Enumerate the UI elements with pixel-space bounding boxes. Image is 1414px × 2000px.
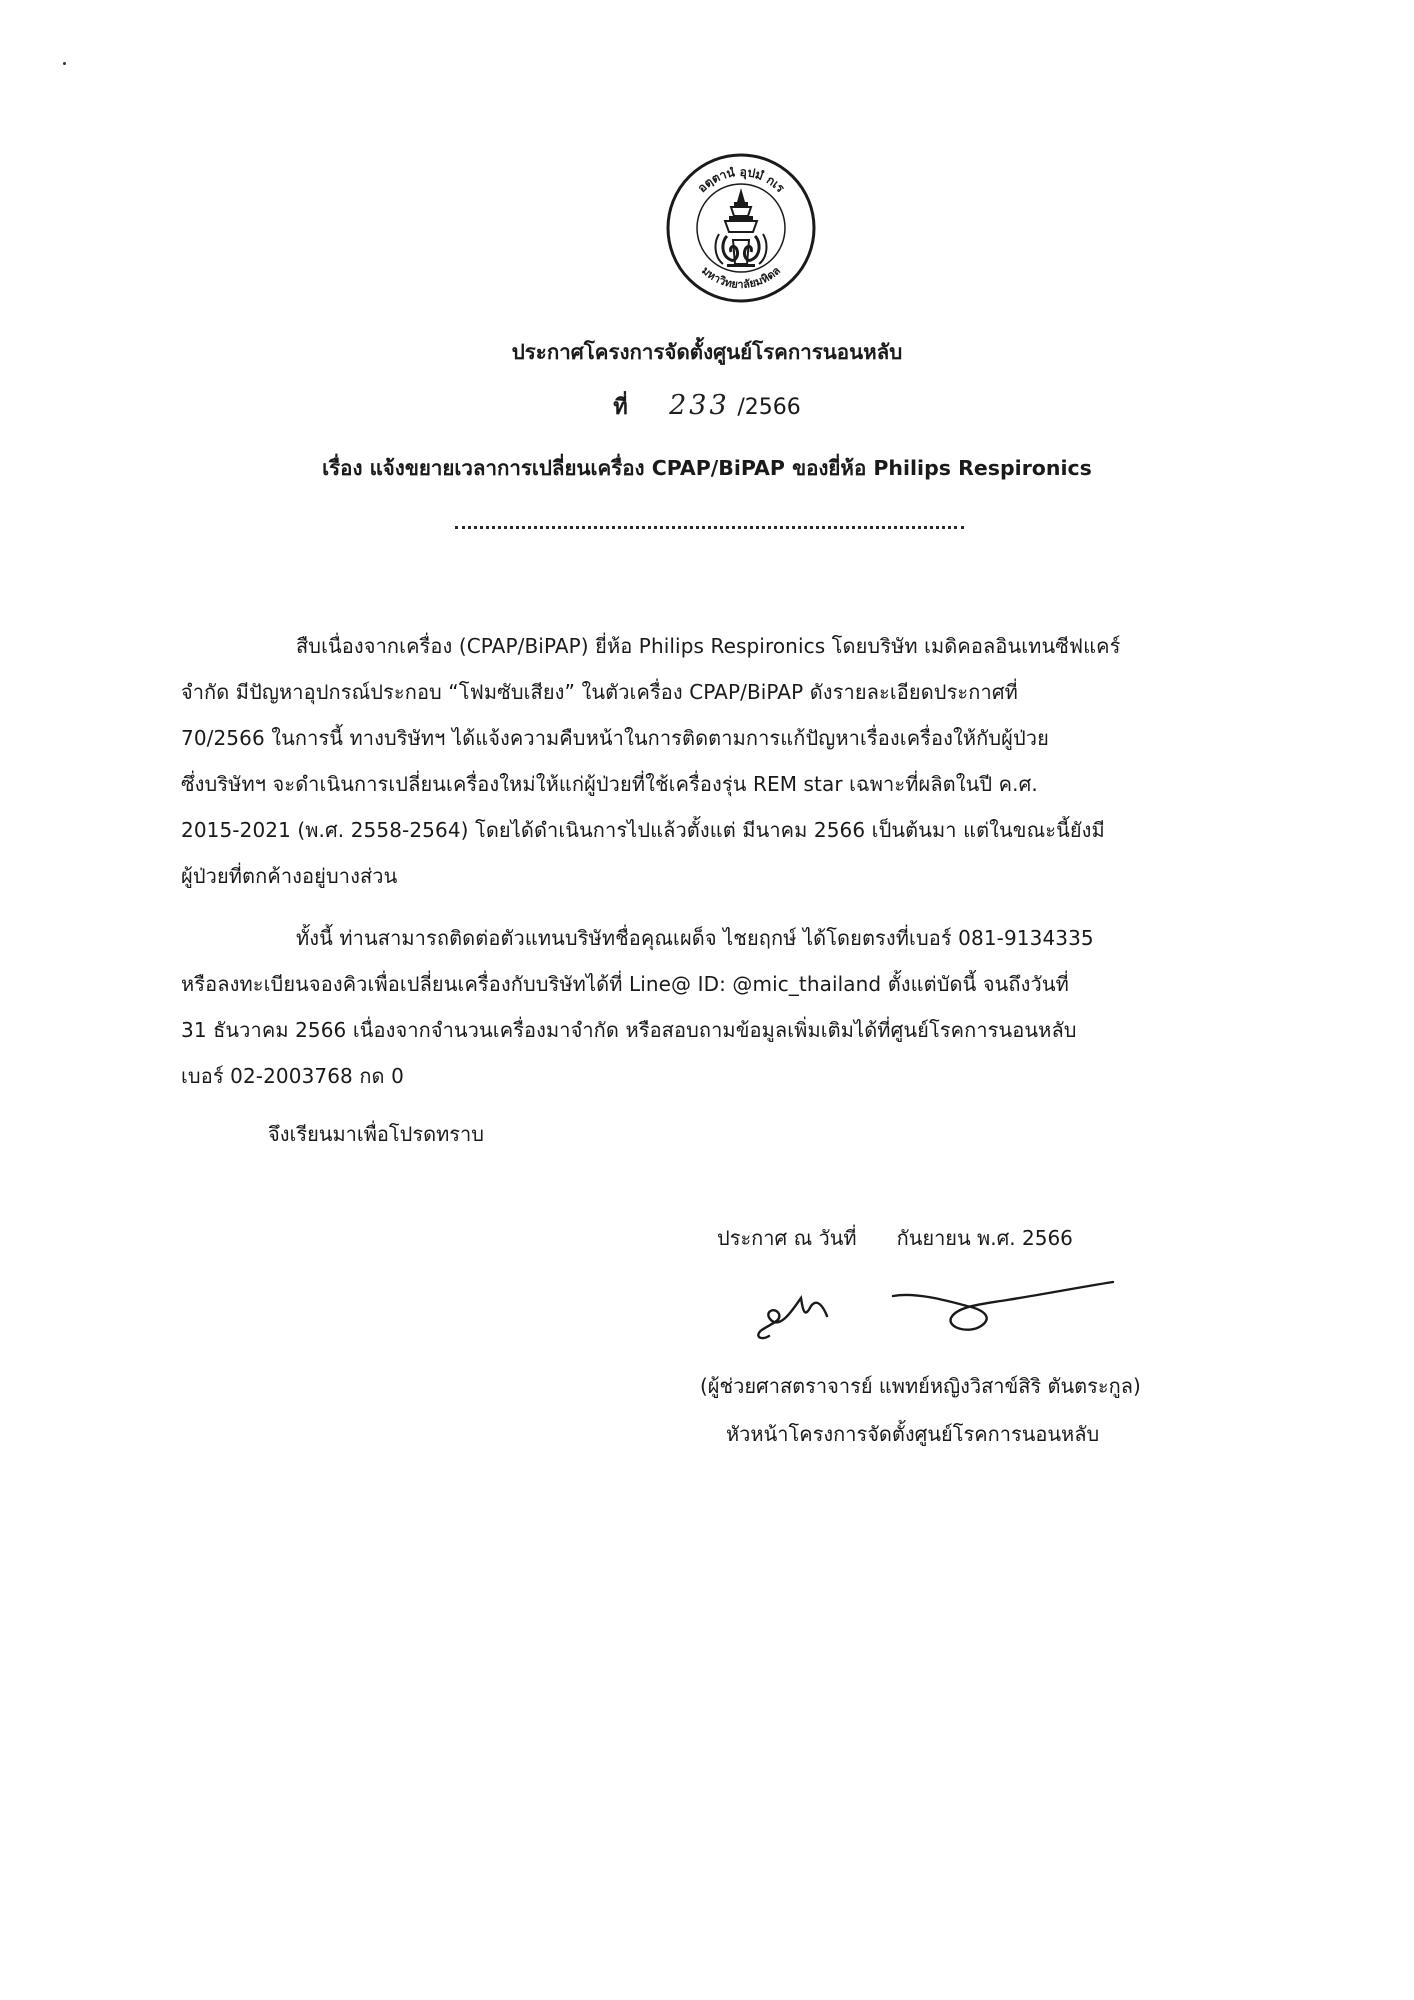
number-suffix: /2566 xyxy=(737,395,801,420)
paragraph2-line: ทั้งนี้ ท่านสามารถติดต่อตัวแทนบริษัทชื่อคุณเผด็จ ไชยฤกษ์ ได้โดยตรงที่เบอร์ 081-9134335 xyxy=(296,926,1094,950)
svg-text:มหาวิทยาลัยมหิดล xyxy=(699,264,783,291)
handwritten-number: 233 xyxy=(669,390,730,421)
number-prefix: ที่ xyxy=(613,395,628,420)
paragraph1-line: สืบเนื่องจากเครื่อง (CPAP/BiPAP) ยี่ห้อ Philips Respironics โดยบริษัท เมดิคอลอินเทนซีฟแคร์ xyxy=(296,634,1121,658)
paragraph1-line: 2015-2021 (พ.ศ. 2558-2564) โดยได้ดำเนินการไปแล้วตั้งแต่ มีนาคม 2566 เป็นต้นมา แต่ในขณะนี้ยังมี xyxy=(181,818,1105,842)
emblem-text-top: อตฺตานํ อุปมํ กเร xyxy=(694,164,788,196)
date-label: ประกาศ ณ วันที่ xyxy=(717,1226,857,1250)
dotted-divider xyxy=(455,526,964,529)
signer-name-text: (ผู้ช่วยศาสตราจารย์ แพทย์หญิงวิสาข์สิริ ตันตระกูล) xyxy=(700,1374,1141,1398)
signer-title-text: หัวหน้าโครงการจัดตั้งศูนย์โรคการนอนหลับ xyxy=(726,1422,1100,1446)
date-month-year: กันยายน พ.ศ. 2566 xyxy=(896,1226,1073,1250)
announcement-date xyxy=(717,1222,1073,1254)
paragraph1-line: ซึ่งบริษัทฯ จะดำเนินการเปลี่ยนเครื่องใหม่ให้แก่ผู้ป่วยที่ใช้เครื่องรุ่น REM star เฉพาะที่ผลิตในปี ค.ศ. xyxy=(181,772,1038,796)
announcement-title: ประกาศโครงการจัดตั้งศูนย์โรคการนอนหลับ xyxy=(511,340,903,364)
paragraph2-line: หรือลงทะเบียนจองคิวเพื่อเปลี่ยนเครื่องกับบริษัทได้ที่ Line@ ID: @mic_thailand ตั้งแต่บัดนี้ จนถึงวันที่ xyxy=(181,972,1069,996)
paragraph2-line: 31 ธันวาคม 2566 เนื่องจากจำนวนเครื่องมาจำกัด หรือสอบถามข้อมูลเพิ่มเติมได้ที่ศูนย์โรคการนอนหลับ xyxy=(181,1018,1077,1042)
paragraph1-line: จำกัด มีปัญหาอุปกรณ์ประกอบ “โฟมซับเสียง” ในตัวเครื่อง CPAP/BiPAP ดังรายละเอียดประกาศที่ xyxy=(181,680,1018,704)
announcement-subject: เรื่อง แจ้งขยายเวลาการเปลี่ยนเครื่อง CPAP/BiPAP ของยี่ห้อ Philips Respironics xyxy=(322,456,1092,480)
paragraph2-line: เบอร์ 02-2003768 กด 0 xyxy=(181,1064,404,1088)
scan-speck xyxy=(63,62,66,65)
paragraph1-line: 70/2566 ในการนี้ ทางบริษัทฯ ได้แจ้งความคืบหน้าในการติดตามการแก้ปัญหาเรื่องเครื่องให้กับผู้ป่วย xyxy=(181,726,1049,750)
announcement-number xyxy=(0,389,1414,424)
closing-remark: จึงเรียนมาเพื่อโปรดทราบ xyxy=(268,1122,484,1146)
mahidol-university-emblem-icon xyxy=(665,152,817,304)
paragraph1-line: ผู้ป่วยที่ตกค้างอยู่บางส่วน xyxy=(181,864,398,888)
handwritten-signature-icon xyxy=(745,1276,1130,1356)
emblem-text-bottom: มหาวิทยาลัยมหิดล xyxy=(699,263,783,292)
